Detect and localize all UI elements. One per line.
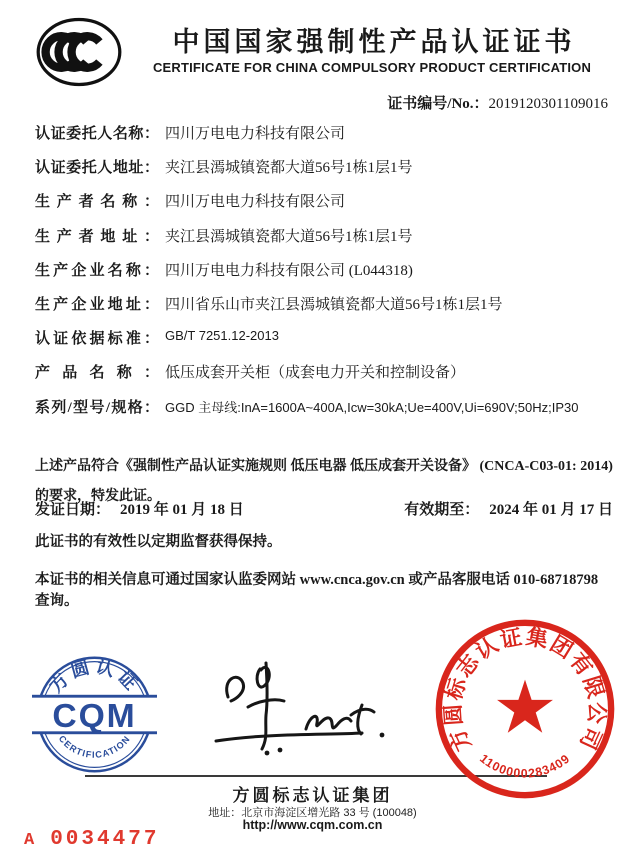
field-value: 四川万电电力科技有限公司 (L044318) [165,262,413,279]
field-value: 低压成套开关柜（成套电力开关和控制设备） [165,365,466,382]
field-value: 四川万电电力科技有限公司 [165,126,346,142]
field-label: 生产企业名称： [35,262,159,279]
issue-date-value: 2019 年 01 月 18 日 [120,502,244,518]
field-row-product-name [35,361,613,395]
footer-address: 地址：北京市海淀区增光路 33 号 (100048) [208,807,417,819]
seal-number: 1100000283409 [477,751,573,781]
field-label: 生产者地址： [35,228,159,245]
field-label: 生产企业地址： [35,296,159,313]
dates-row [35,498,613,519]
expiry-date-value: 2024 年 01 月 17 日 [489,502,613,518]
field-row-factory-address [35,293,613,327]
field-label: 生产者名称： [35,194,159,211]
signature [210,655,415,775]
field-label: 系列/型号/规格： [35,399,159,416]
field-label: 认证委托人地址： [35,160,159,177]
cqm-center-text: CQM [52,698,137,735]
certificate-fields [35,122,613,430]
field-row-producer-address [35,225,613,259]
field-value: GGD 主母线:InA=1600A~400A,Icw=30kA;Ue=400V,Ui=690V;50Hz;IP30 [165,399,579,415]
certificate-number-label: 证书编号/No.： [387,96,489,112]
ccc-mark-icon [28,8,130,96]
cqm-logo-icon [32,652,157,777]
field-label: 认证依据标准： [35,331,159,348]
cqm-top-text: 方圆认证 [45,656,144,697]
certificate-title-en: CERTIFICATE FOR CHINA COMPULSORY PRODUCT CERTIFICATION [152,60,592,75]
field-value: GB/T 7251.12-2013 [165,328,279,344]
paper-serial-number [24,828,159,851]
footer-company-name: 方圆标志认证集团 [232,786,393,805]
field-value: 夹江县漹城镇瓷都大道56号1栋1层1号 [165,160,413,177]
field-row-model-spec [35,396,613,430]
field-value: 夹江县漹城镇瓷都大道56号1栋1层1号 [165,228,413,245]
field-value: 四川万电电力科技有限公司 [165,194,346,211]
svg-text:CERTIFICATION [57,734,133,760]
compliance-statement: 上述产品符合《强制性产品认证实施规则 低压电器 低压成套开关设备》 (CNCA-C03-01: 2014)的要求，特发此证。 [35,459,613,504]
issue-date-label: 发证日期： [35,502,111,518]
certificate-number-line [387,92,608,113]
seal-ring-text: 方圆标志认证集团有限公司 [440,624,610,755]
field-value: 四川省乐山市夹江县漹城镇瓷都大道56号1栋1层1号 [165,296,503,313]
certificate-number-value: 2019120301109016 [488,96,608,112]
cqm-bottom-text: CERTIFICATION [56,733,133,760]
serial-digits: 0034477 [50,828,160,851]
field-row-applicant-name [35,122,613,156]
expiry-date [404,498,613,519]
company-seal [432,616,618,802]
serial-prefix: A [24,831,35,850]
field-label: 认证委托人名称： [35,126,159,142]
validity-note: 此证书的有效性以定期监督获得保持。 [35,534,282,550]
footer-website: http://www.cqm.com.cn [242,818,383,832]
certificate-title-zh: 中国国家强制性产品认证证书 [172,27,576,57]
field-row-producer-name [35,190,613,224]
expiry-date-label: 有效期至： [404,502,480,518]
field-label: 产品名称： [35,365,159,382]
issue-date [35,498,244,519]
field-row-standard [35,327,613,361]
field-row-applicant-address [35,156,613,190]
svg-text:1100000283409 [477,751,573,780]
info-note: 本证书的相关信息可通过国家认监委网站 www.cnca.gov.cn 或产品客服电话 010-68718798 查询。 [35,572,599,609]
field-row-factory-name [35,259,613,293]
seal-star-icon [497,680,553,733]
